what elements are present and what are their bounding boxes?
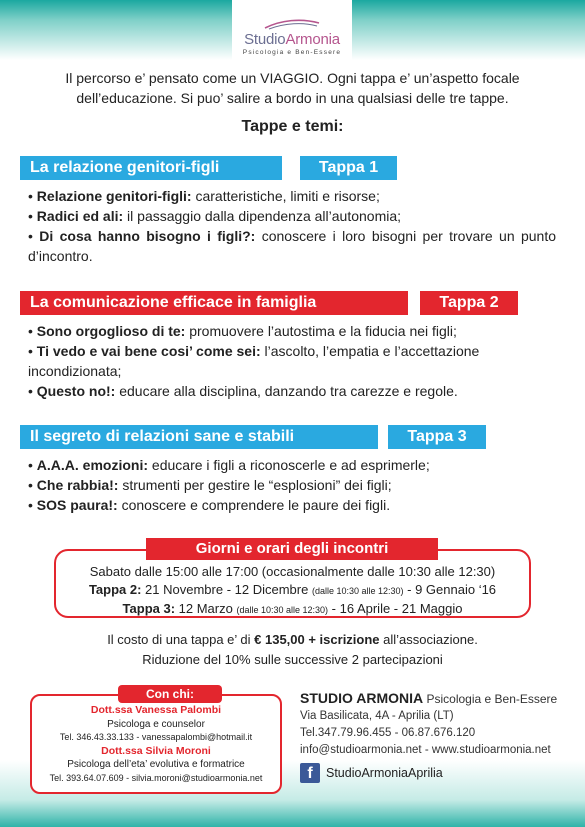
section-2-tappa: Tappa 2 xyxy=(420,291,518,315)
section-3-title: Il segreto di relazioni sane e stabili xyxy=(20,425,378,449)
section-1-title: La relazione genitori-figli xyxy=(20,156,282,180)
contact-name: Dott.ssa Silvia Moroni xyxy=(101,744,211,757)
section-1-list xyxy=(28,186,556,266)
list-item: • Sono orgoglioso di te: promuovere l’autostima e la fiducia nei figli; xyxy=(28,323,457,339)
list-item: • Radici ed ali: il passaggio dalla dipendenza all’autonomia; xyxy=(28,208,402,224)
contact-phone: Tel. 346.43.33.133 - vanessapalombi@hotmail.it xyxy=(59,732,253,742)
contacts-title: Con chi: xyxy=(118,685,222,703)
list-item: • Questo no!: educare alla disciplina, danzando tra carezze e regole. xyxy=(28,383,458,399)
logo-text: StudioArmonia xyxy=(244,31,340,48)
intro-text: Il percorso e’ pensato come un VIAGGIO. Ogni tappa e’ un’aspetto focale dell’educazione. Si puo’ salire a bordo in una qualsiasi delle tre tappe. xyxy=(65,70,520,106)
contact-name: Dott.ssa Vanessa Palombi xyxy=(90,704,222,716)
schedule-title: Giorni e orari degli incontri xyxy=(146,538,438,560)
schedule-box: Sabato dalle 15:00 alle 17:00 (occasionalmente dalle 10:30 alle 12:30) Tappa 2: 21 Novembre - 12 Dicembre (dalle 10:30 alle 12:30) - 9 Gennaio ‘16 Tappa 3: 12 Marzo (dalle 10:30 alle 12:30) - 16 Aprile - 21 Maggio xyxy=(54,549,531,618)
section-1-tappa: Tappa 1 xyxy=(300,156,397,180)
swoosh-icon xyxy=(263,18,321,30)
section-3-list xyxy=(28,455,568,515)
logo xyxy=(232,0,352,62)
studio-email-link[interactable]: info@studioarmonia.net - www.studioarmonia.net xyxy=(300,744,551,756)
contacts-box: Dott.ssa Vanessa Palombi Psicologa e counselor Tel. 346.43.33.133 - vanessapalombi@hotmail.it Dott.ssa Silvia Moroni Psicologa dell’eta’ evolutiva e formatrice Tel. 393.64.07.609 - silvia.moroni@studioarmonia.net xyxy=(30,694,282,794)
facebook-icon: f xyxy=(300,763,320,783)
list-item: • Che rabbia!: strumenti per gestire le “esplosioni” dei figli; xyxy=(28,477,392,493)
studio-info: STUDIO ARMONIA Psicologia e Ben-Essere Via Basilicata, 4A - Aprilia (LT) Tel.347.79.96.455 - 06.87.676.120 info@studioarmonia.net - www.studioarmonia.net f StudioArmoniaAprilia xyxy=(300,690,570,783)
section-2-title: La comunicazione efficace in famiglia xyxy=(20,291,408,315)
list-item: • Ti vedo e vai bene cosi’ come sei: l’ascolto, l’empatia e l’accettazione incondizionata; xyxy=(28,343,480,379)
list-item: • SOS paura!: conoscere e comprendere le paure dei figli. xyxy=(28,497,391,513)
list-item: • Di cosa hanno bisogno i figli?: conoscere i loro bisogni per trovare un punto d’incontro. xyxy=(28,228,556,264)
list-item: • Relazione genitori-figli: caratteristiche, limiti e risorse; xyxy=(28,188,380,204)
facebook-link[interactable]: f StudioArmoniaAprilia xyxy=(300,763,570,783)
contact-phone: Tel. 393.64.07.609 - silvia.moroni@studioarmonia.net xyxy=(49,772,263,783)
list-item: • A.A.A. emozioni: educare i figli a riconoscerle e ad esprimerle; xyxy=(28,457,430,473)
cost-info: Il costo di una tappa e’ di € 135,00 + iscrizione all’associazione. Riduzione del 10% sulle successive 2 partecipazioni xyxy=(107,632,478,667)
logo-subtitle: Psicologia e Ben-Essere xyxy=(242,49,342,56)
section-2-list xyxy=(28,321,568,401)
tappe-title: Tappe e temi: xyxy=(241,118,344,135)
section-3-tappa: Tappa 3 xyxy=(388,425,486,449)
